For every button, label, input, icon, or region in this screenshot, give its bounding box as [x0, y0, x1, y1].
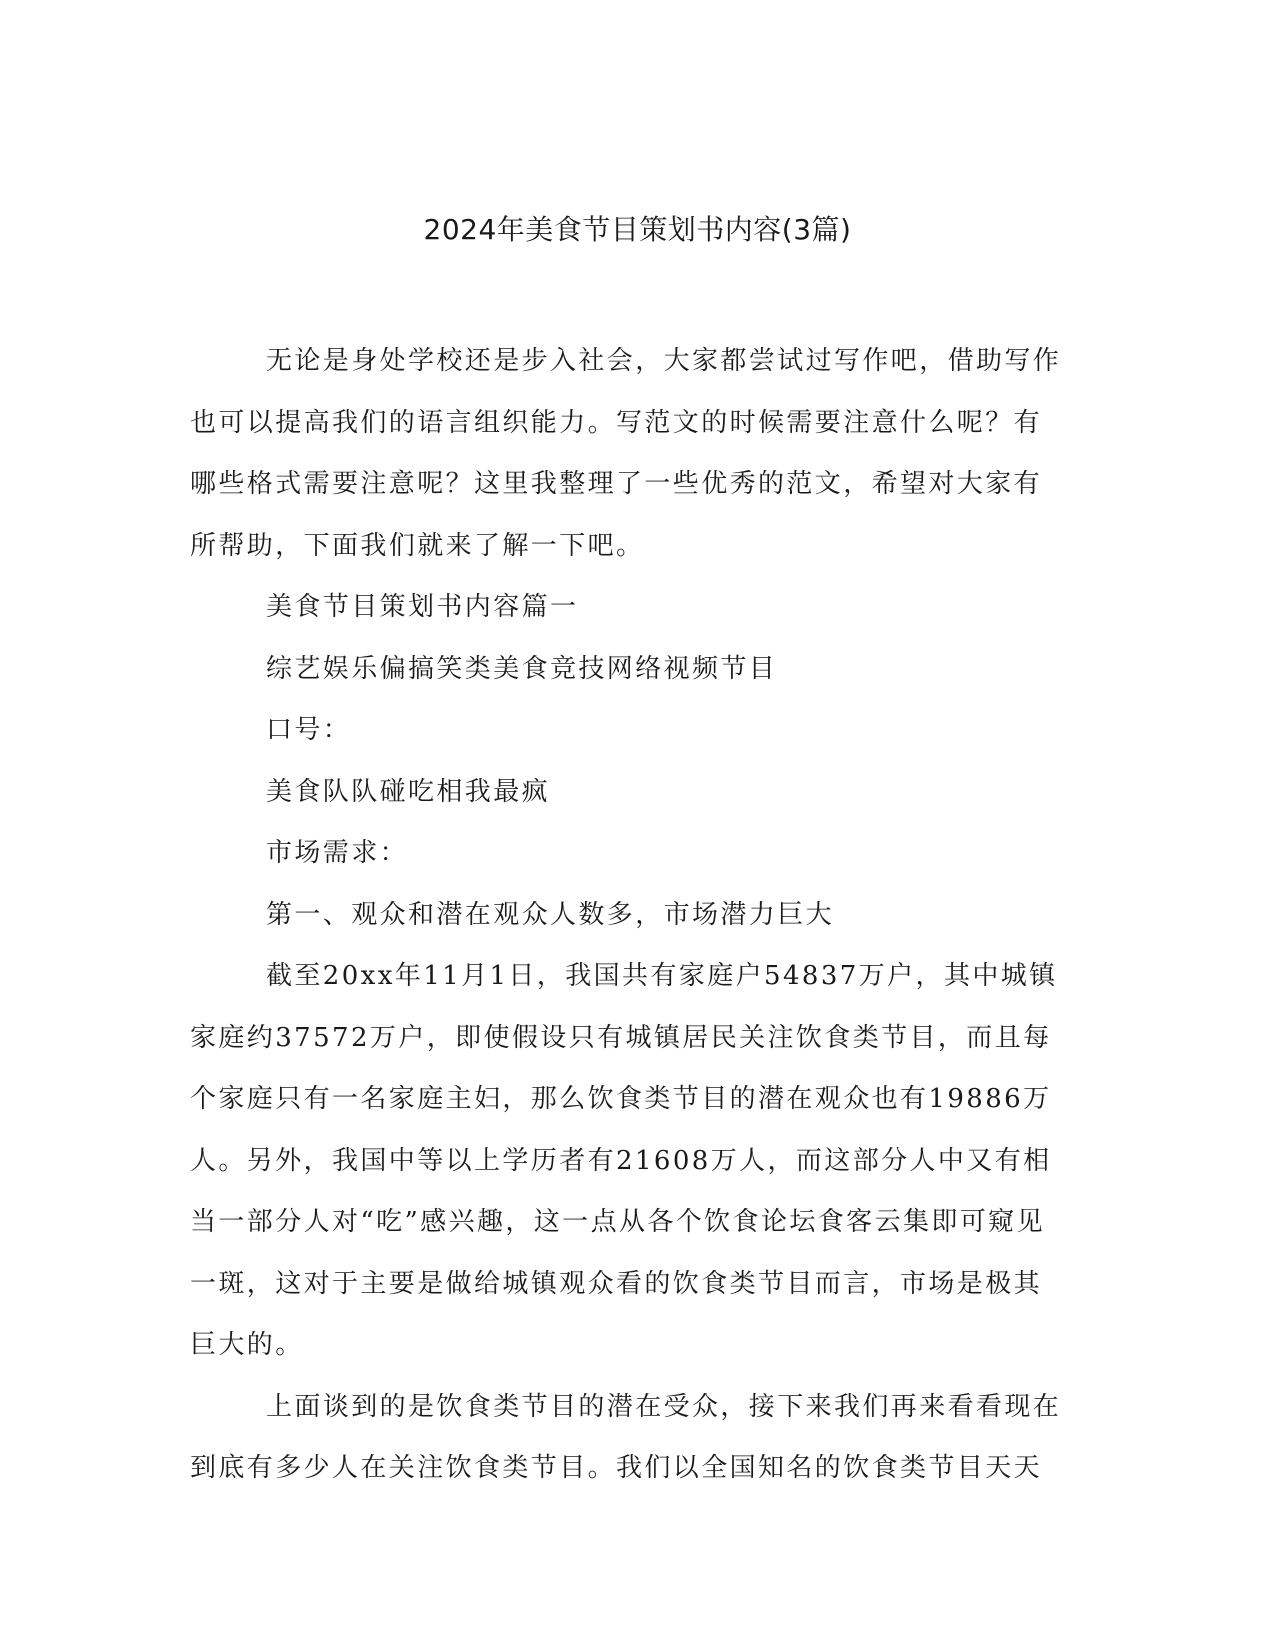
- market-point-one: [190, 885, 1085, 947]
- section-heading: [190, 577, 1085, 639]
- paragraph-line: 所帮助，下面我们就来了解一下吧。: [190, 530, 645, 561]
- paragraph-line: 综艺娱乐偏搞笑类美食竞技网络视频节目: [266, 653, 778, 684]
- paragraph-line: 美食队队碰吃相我最疯: [266, 776, 551, 807]
- statistics-paragraph: [190, 946, 1085, 1377]
- paragraph-line: 上面谈到的是饮食类节目的潜在受众，接下来我们再来看看现在: [266, 1391, 1062, 1422]
- paragraph-line: 个家庭只有一名家庭主妇，那么饮食类节目的潜在观众也有19886万: [190, 1084, 1052, 1114]
- paragraph-line: 家庭约37572万户，即使假设只有城镇居民关注饮食类节目，而且每: [190, 1022, 1052, 1053]
- paragraph-line: 哪些格式需要注意呢？这里我整理了一些优秀的范文，希望对大家有: [190, 469, 1043, 499]
- slogan-text: [190, 762, 1085, 824]
- document-title: 2024年美食节目策划书内容(3篇): [423, 213, 852, 246]
- paragraph-line: 巨大的。: [190, 1330, 304, 1360]
- paragraph-line: 口号：: [266, 715, 352, 745]
- paragraph-line: 美食节目策划书内容篇一: [266, 592, 579, 622]
- paragraph-line: 第一、观众和潜在观众人数多，市场潜力巨大: [266, 899, 835, 930]
- paragraph-intro: [190, 331, 1085, 577]
- paragraph-line: 人。另外，我国中等以上学历者有21608万人，而这部分人中又有相: [190, 1145, 1052, 1176]
- slogan-label: [190, 700, 1085, 762]
- paragraph-line: 一斑，这对于主要是做给城镇观众看的饮食类节目而言，市场是极其: [190, 1268, 1043, 1299]
- paragraph-line: 当一部分人对“吃”感兴趣，这一点从各个饮食论坛食客云集即可窥见: [190, 1207, 1045, 1237]
- paragraph-line: 无论是身处学校还是步入社会，大家都尝试过写作吧，借助写作: [266, 346, 1062, 376]
- paragraph-line: 市场需求：: [266, 838, 409, 868]
- document-body: [190, 331, 1085, 1500]
- audience-paragraph: [190, 1377, 1085, 1500]
- paragraph-line: 也可以提高我们的语言组织能力。写范文的时候需要注意什么呢？有: [190, 407, 1043, 438]
- paragraph-line: 截至20xx年11月1日，我国共有家庭户54837万户，其中城镇: [266, 961, 1058, 991]
- paragraph-line: 到底有多少人在关注饮食类节目。我们以全国知名的饮食类节目天天: [190, 1453, 1043, 1483]
- market-demand-label: [190, 823, 1085, 885]
- program-type: [190, 639, 1085, 701]
